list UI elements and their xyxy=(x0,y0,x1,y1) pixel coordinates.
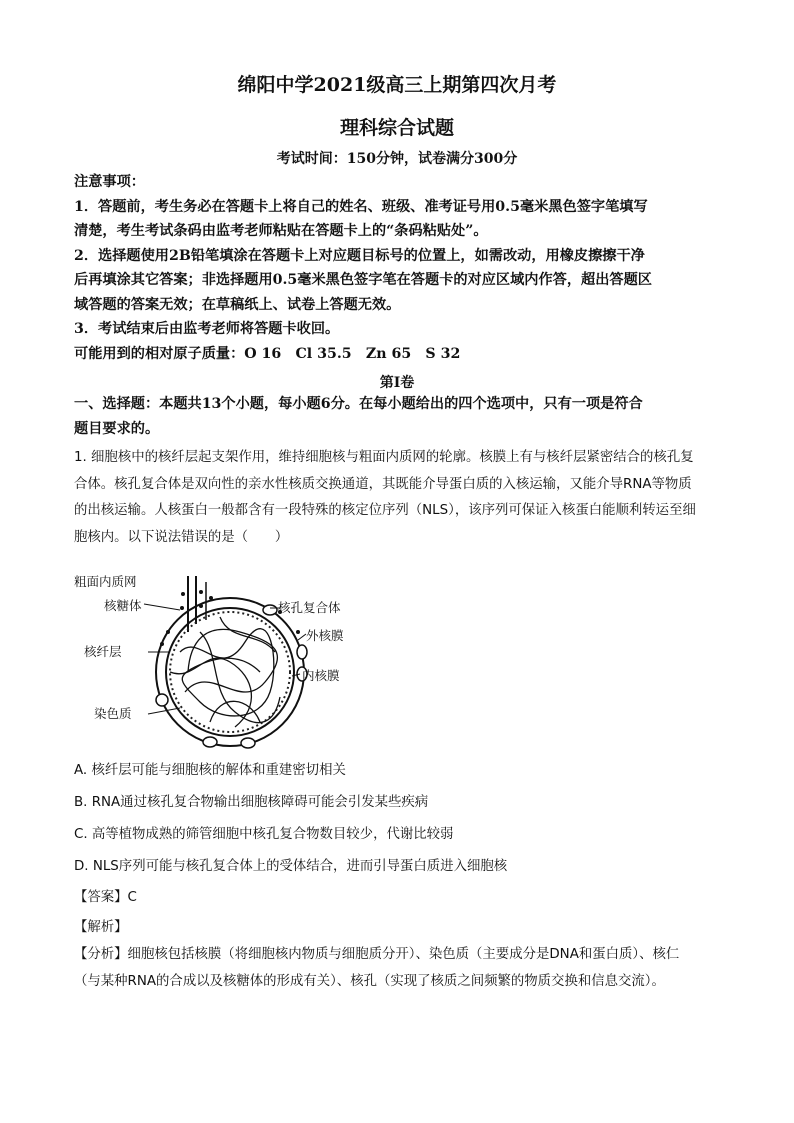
notes-line: 可能用到的相对原子质量：O 16 Cl 35.5 Zn 65 S 32 xyxy=(74,345,461,362)
notes-line: 后再填涂其它答案；非选择题用0.5毫米黑色签字笔在答题卡的对应区域内作答，超出答题区 xyxy=(74,272,652,288)
notes-line: 清楚，考生考试条码由监考老师粘贴在答题卡上的“条码粘贴处”。 xyxy=(74,223,488,239)
exam-info: 考试时间：150分钟，试卷满分300分 xyxy=(276,151,518,167)
label-chromatin: 染色质 xyxy=(94,706,132,721)
question-stem xyxy=(74,445,724,551)
notes-line: 域答题的答案无效；在草稿纸上、试卷上答题无效。 xyxy=(74,296,401,313)
label-nuclear-lamina: 核纤层 xyxy=(84,644,122,659)
exam-subtitle: 理科综合试题 xyxy=(339,117,454,139)
section-title-line: 题目要求的。 xyxy=(74,421,160,437)
section-title-line: 一、选择题：本题共13个小题，每小题6分。在每小题给出的四个选项中，只有一项是符合 xyxy=(74,396,643,412)
label-outer-membrane: 外核膜 xyxy=(306,628,344,643)
notes-line: 3．考试结束后由监考老师将答题卡收回。 xyxy=(74,321,340,337)
option-d: D. NLS序列可能与核孔复合体上的受体结合，进而引导蛋白质进入细胞核 xyxy=(74,859,508,874)
analysis-line: 【分析】细胞核包括核膜（将细胞核内物质与细胞质分开）、染色质（主要成分是DNA和蛋白质）、核仁 xyxy=(74,947,680,962)
notes-line: 1．答题前，考生务必在答题卡上将自己的姓名、班级、准考证号用0.5毫米黑色签字笔填写 xyxy=(74,198,648,215)
option-a: A. 核纤层可能与细胞核的解体和重建密切相关 xyxy=(74,763,346,778)
exam-title: 绵阳中学2021级高三上期第四次月考 xyxy=(237,74,557,96)
option-c: C. 高等植物成熟的筛管细胞中核孔复合物数目较少，代谢比较弱 xyxy=(74,827,454,842)
option-b: B. RNA通过核孔复合物输出细胞核障碍可能会引发某些疾病 xyxy=(74,795,429,810)
analysis-line: （与某种RNA的合成以及核糖体的形成有关）、核孔（实现了核质之间频繁的物质交换和信息交流）。 xyxy=(74,973,665,989)
notes-heading: 注意事项： xyxy=(74,174,145,190)
question-line: 合体。核孔复合体是双向性的亲水性核质交换通道，其既能介导蛋白质的入核运输，又能介导RNA等物质 xyxy=(74,476,692,492)
label-inner-membrane: 内核膜 xyxy=(302,668,340,683)
question-line: 1. 细胞核中的核纤层起支架作用，维持细胞核与粗面内质网的轮廓。核膜上有与核纤层紧密结合的核孔复 xyxy=(74,450,694,465)
notes-line: 2．选择题使用2B铅笔填涂在答题卡上对应题目标号的位置上，如需改动，用橡皮擦擦干净 xyxy=(74,247,645,264)
notes-section xyxy=(74,170,724,366)
answer-label: 【答案】C xyxy=(74,890,137,905)
section-title xyxy=(74,392,724,442)
analysis-text xyxy=(74,942,724,995)
question-line: 的出核运输。人核蛋白一般都含有一段特殊的核定位序列（NLS），该序列可保证入核蛋白能顺利转运至细 xyxy=(74,503,696,518)
label-ribosome: 核糖体 xyxy=(104,598,142,613)
label-nuclear-pore-complex: 核孔复合体 xyxy=(278,600,341,615)
question-line: 胞核内。以下说法错误的是（ ） xyxy=(74,529,289,545)
label-rough-er: 粗面内质网 xyxy=(74,574,137,589)
nucleus-figure xyxy=(70,572,370,752)
volume-label: 第Ⅰ卷 xyxy=(379,375,415,391)
analysis-heading: 【解析】 xyxy=(74,920,128,935)
